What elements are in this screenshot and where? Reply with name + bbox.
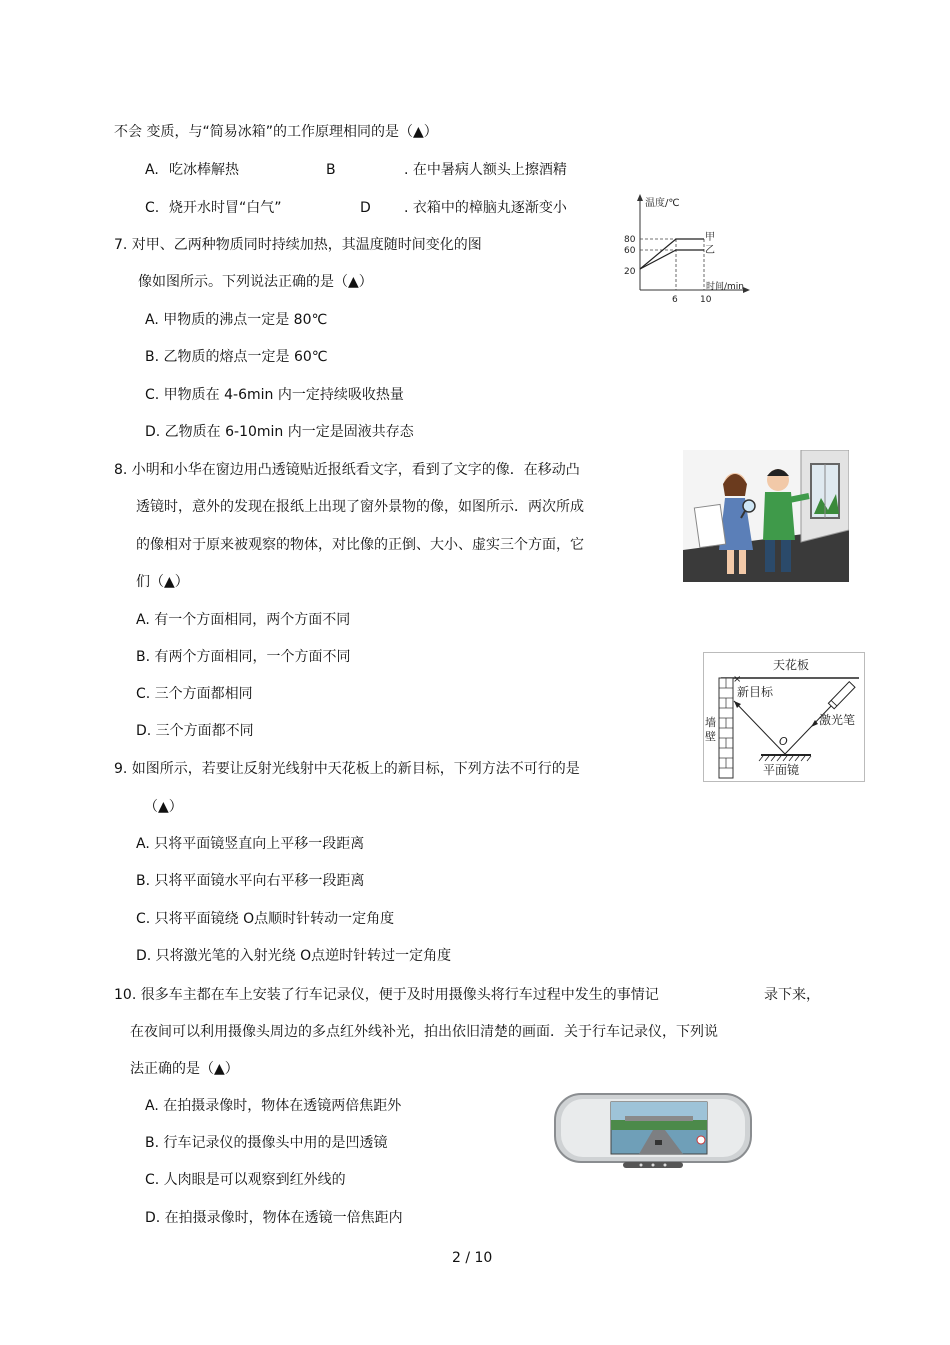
q10-option-c: C. 人肉眼是可以观察到红外线的	[145, 1172, 346, 1188]
target-label: 新目标	[737, 685, 774, 699]
graph-x-arrow	[743, 287, 750, 293]
q6-option-d-letter: D	[360, 200, 371, 216]
q9-option-b: B. 只将平面镜水平向右平移一段距离	[136, 873, 365, 889]
boy-leg-left	[765, 540, 775, 572]
q6-option-a-letter: A.	[145, 162, 159, 178]
q10-stem-line3: 法正确的是（▲）	[130, 1061, 239, 1077]
ceiling-label: 天花板	[773, 658, 810, 672]
q8-option-d: D. 三个方面都不同	[136, 723, 254, 739]
control-dot-2	[652, 1164, 655, 1167]
graph-tick-80: 80	[624, 235, 636, 245]
boy-arm	[789, 496, 809, 500]
q7-option-d: D. 乙物质在 6-10min 内一定是固液共存态	[145, 424, 414, 440]
q8-option-c: C. 三个方面都相同	[136, 686, 253, 702]
graph-tick-6: 6	[672, 295, 678, 305]
graph-tick-60: 60	[624, 246, 636, 256]
q7-stem-line1: 7. 对甲、乙两种物质同时持续加热，其温度随时间变化的图	[114, 237, 482, 253]
convex-lens	[743, 500, 755, 512]
q10-option-d: D. 在拍摄录像时，物体在透镜一倍焦距内	[145, 1210, 403, 1226]
q10-stem-line2: 在夜间可以利用摄像头周边的多点红外线补光，拍出依旧清楚的画面．关于行车记录仪，下列说	[130, 1024, 718, 1040]
q6-option-b: . 在中暑病人额头上擦酒精	[404, 162, 567, 178]
q9-option-a: A. 只将平面镜竖直向上平移一段距离	[136, 836, 365, 852]
q6-option-a: 吃冰棒解热	[169, 162, 239, 178]
q9-option-d: D. 只将激光笔的入射光绕 O点逆时针转过一定角度	[136, 948, 452, 964]
graph-line-yi	[640, 250, 704, 269]
q6-intro: 不会 变质，与“简易冰箱”的工作原理相同的是（▲）	[114, 124, 438, 140]
screen-speed-sign	[697, 1136, 705, 1144]
control-dot-3	[664, 1164, 667, 1167]
q8-stem-line3: 的像相对于原来被观察的物体，对比像的正倒、大小、虚实三个方面，它	[136, 537, 584, 553]
lens-window-illustration	[683, 450, 849, 582]
girl-leg-left	[727, 550, 734, 574]
q10-option-b: B. 行车记录仪的摄像头中用的是凹透镜	[145, 1135, 388, 1151]
q7-option-c: C. 甲物质在 4-6min 内一定持续吸收热量	[145, 387, 404, 403]
graph-tick-20: 20	[624, 267, 636, 277]
q7-option-a: A. 甲物质的沸点一定是 80℃	[145, 312, 328, 328]
q10-stem-line1b: 录下来，	[764, 987, 820, 1003]
q7-option-b: B. 乙物质的熔点一定是 60℃	[145, 349, 328, 365]
girl-leg-right	[739, 550, 746, 574]
screen-overpass	[625, 1116, 693, 1121]
wall-label-2: 壁	[705, 730, 716, 743]
q8-option-b: B. 有两个方面相同，一个方面不同	[136, 649, 351, 665]
q6-option-c-letter: C.	[145, 200, 160, 216]
wall-label-1: 墙	[705, 716, 716, 729]
q8-stem-line4: 们（▲）	[136, 574, 189, 590]
target-mark: ×	[733, 674, 742, 685]
q6-option-c: 烧开水时冒“白气”	[169, 200, 282, 216]
control-dot-1	[640, 1164, 643, 1167]
graph-label-jia: 甲	[705, 232, 715, 243]
q7-stem-line2: 像如图所示。下列说法正确的是（▲）	[138, 274, 373, 290]
graph-tick-10: 10	[700, 295, 712, 305]
reflection-diagram	[703, 652, 865, 782]
q9-stem-line1: 9. 如图所示，若要让反射光线射中天花板上的新目标，下列方法不可行的是	[114, 761, 580, 777]
graph-xlabel: 时间/min	[706, 282, 745, 292]
point-o-label: O	[779, 735, 788, 748]
q10-option-a: A. 在拍摄录像时，物体在透镜两倍焦距外	[145, 1098, 402, 1114]
q9-option-c: C. 只将平面镜绕 O点顺时针转动一定角度	[136, 911, 395, 927]
dashcam-mirror-image	[553, 1090, 753, 1172]
temperature-time-graph	[618, 190, 758, 308]
laser-label: 激光笔	[819, 713, 856, 727]
q6-option-d: . 衣箱中的樟脑丸逐渐变小	[404, 200, 567, 216]
graph-ylabel: 温度/℃	[645, 198, 680, 209]
q9-stem-line2: （▲）	[144, 799, 183, 815]
mirror-label: 平面镜	[763, 763, 800, 777]
page-number: 2 / 10	[452, 1250, 493, 1266]
q8-stem-line1: 8. 小明和小华在窗边用凸透镜贴近报纸看文字，看到了文字的像．在移动凸	[114, 462, 580, 478]
boy-leg-right	[781, 540, 791, 572]
q8-stem-line2: 透镜时，意外的发现在报纸上出现了窗外景物的像，如图所示．两次所成	[136, 499, 584, 515]
graph-label-yi: 乙	[705, 245, 715, 256]
q6-option-b-letter: B	[326, 162, 336, 178]
q10-stem-line1a: 10. 很多车主都在车上安装了行车记录仪，便于及时用摄像头将行车过程中发生的事情记	[114, 987, 659, 1003]
screen-car	[655, 1140, 662, 1145]
graph-y-arrow	[637, 194, 643, 201]
q8-option-a: A. 有一个方面相同，两个方面不同	[136, 612, 351, 628]
newspaper	[694, 504, 725, 547]
screen-hills	[611, 1120, 707, 1130]
